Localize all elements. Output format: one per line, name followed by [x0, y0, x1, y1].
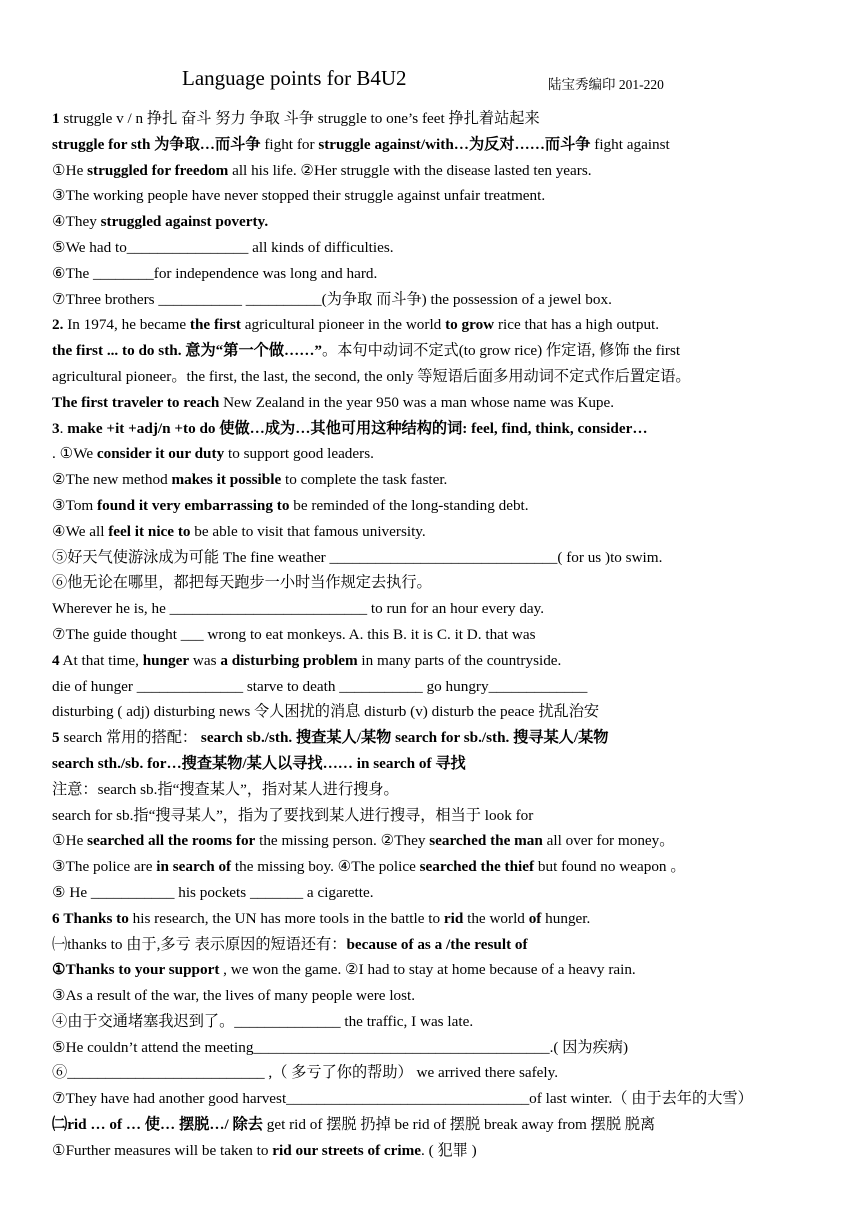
- text-line: [52, 132, 822, 158]
- bold-text: the first: [189, 316, 241, 334]
- text-segment: ⑤好天气使游泳成为可能 The fine weather ______________________________( for us )to swim.: [52, 548, 663, 566]
- text-segment: 。本句中动词不定式(to grow rice) 作定语, 修饰 the first: [322, 342, 681, 360]
- text-segment: was: [189, 651, 221, 669]
- text-segment: In 1974, he became: [63, 316, 190, 334]
- bold-text: The first traveler to reach: [52, 393, 220, 411]
- bold-text: make +it +adj/n +to do 使做…成为…其他可用这种结构的词: feel, find, think, consider…: [67, 419, 648, 437]
- text-segment: ①Further measures will be taken to: [52, 1141, 273, 1159]
- text-segment: , we won the game. ②I had to stay at home because of a heavy rain.: [219, 961, 636, 979]
- text-line: [52, 906, 822, 932]
- text-line: [52, 106, 822, 132]
- text-segment: die of hunger ______________ starve to death ___________ go hungry_____________: [52, 677, 588, 695]
- text-segment: ⑥The ________for independence was long and hard.: [52, 264, 378, 282]
- bold-text: searched the thief: [419, 858, 535, 876]
- text-line: [52, 338, 822, 364]
- text-segment: ⑥他无论在哪里，都把每天跑步一小时当作规定去执行。: [52, 574, 432, 592]
- bold-text: hunger: [142, 651, 190, 669]
- text-line: [52, 390, 822, 416]
- text-line: [52, 803, 822, 829]
- text-line: [52, 467, 822, 493]
- text-segment: ①He: [52, 161, 88, 179]
- text-line: [52, 183, 822, 209]
- text-segment: Wherever he is, he __________________________ to run for an hour every day.: [52, 600, 545, 618]
- text-segment: fight for: [260, 135, 319, 153]
- text-line: [52, 957, 822, 983]
- text-line: [52, 158, 822, 184]
- text-segment: ⑤We had to________________ all kinds of difficulties.: [52, 238, 394, 256]
- text-line: [52, 261, 822, 287]
- text-segment: agricultural pioneer in the world: [240, 316, 446, 334]
- text-segment: ①He: [52, 832, 88, 850]
- bold-text: consider it our duty: [96, 445, 225, 463]
- text-line: [52, 1009, 822, 1035]
- bold-text: found it very embarrassing to: [97, 496, 290, 514]
- bold-text: searched all the rooms for: [87, 832, 256, 850]
- bold-text: struggle for sth 为争取…而斗争: [52, 135, 261, 153]
- bold-text: to grow: [445, 316, 495, 334]
- bold-text: struggled for freedom: [87, 161, 229, 179]
- text-line: [52, 751, 822, 777]
- bold-text: the first ... to do sth. 意为“第一个做……”: [52, 342, 322, 360]
- text-line: [52, 777, 822, 803]
- bold-text: because of as a /the result of: [346, 935, 528, 953]
- text-segment: New Zealand in the year 950 was a man whose name was Kupe.: [219, 393, 615, 411]
- text-segment: ⑦Three brothers ___________ __________(为争取 而斗争) the possession of a jewel box.: [52, 290, 612, 308]
- text-segment: the missing boy. ④The police: [231, 858, 420, 876]
- text-segment: ⑦They have had another good harvest________________________________of last winter.（ 由于去年的大雪）: [52, 1090, 753, 1108]
- document-title: Language points for B4U2: [182, 66, 407, 90]
- text-line: [52, 622, 822, 648]
- text-line: [52, 493, 822, 519]
- document-body: [52, 106, 822, 1164]
- text-segment: be able to visit that famous university.: [190, 522, 426, 540]
- text-segment: 注意：search sb.指“搜查某人”，指对某人进行搜身。: [52, 780, 399, 798]
- bold-text: 1: [52, 110, 60, 127]
- bold-text: 3: [52, 419, 60, 437]
- text-line: [52, 854, 822, 880]
- text-segment: . ( 犯罪 ): [421, 1141, 477, 1159]
- text-line: [52, 828, 822, 854]
- text-segment: ③The working people have never stopped their struggle against unfair treatment.: [52, 187, 546, 205]
- text-segment: to complete the task faster.: [281, 471, 448, 489]
- text-segment: ④They: [52, 213, 101, 231]
- text-line: [52, 545, 822, 571]
- bold-text: search sb./sth. 搜查某人/某物 search for sb./sth. 搜寻某人/某物: [200, 729, 609, 747]
- text-line: [52, 674, 822, 700]
- text-segment: but found no weapon 。: [534, 858, 686, 876]
- text-segment: agricultural pioneer。the first, the last, the second, the only 等短语后面多用动词不定式作后置定语。: [52, 367, 691, 385]
- text-segment: ㈠thanks to 由于,多亏 表示原因的短语还有：: [52, 935, 347, 953]
- text-segment: to support good leaders.: [224, 445, 374, 463]
- text-segment: search 常用的搭配：: [59, 729, 201, 747]
- text-segment: in many parts of the countryside.: [357, 651, 562, 669]
- bold-text: 4: [52, 651, 60, 669]
- bold-text: struggled against poverty.: [100, 213, 269, 231]
- bold-text: struggle against/with…为反对……而斗争: [318, 135, 591, 153]
- bold-text: 6: [52, 909, 60, 927]
- text-segment: ③Tom: [52, 496, 98, 514]
- text-line: [52, 364, 822, 390]
- text-segment: the missing person. ②They: [255, 832, 430, 850]
- bold-text: search sth./sb. for…搜查某物/某人以寻找…… in search of 寻找: [52, 754, 466, 772]
- bold-text: Thanks to: [63, 909, 129, 927]
- text-line: [52, 287, 822, 313]
- bold-text: makes it possible: [171, 471, 282, 489]
- text-line: [52, 1086, 822, 1112]
- bold-text: 2.: [52, 316, 64, 334]
- bold-text: of: [528, 909, 542, 927]
- text-line: [52, 1035, 822, 1061]
- text-segment: ③As a result of the war, the lives of many people were lost.: [52, 987, 416, 1005]
- text-segment: hunger.: [541, 909, 591, 927]
- bold-text: rid: [443, 909, 464, 927]
- text-segment: ③The police are: [52, 858, 157, 876]
- text-line: [52, 596, 822, 622]
- text-line: [52, 441, 822, 467]
- text-line: [52, 648, 822, 674]
- text-line: [52, 235, 822, 261]
- text-segment: rice that has a high output.: [494, 316, 660, 334]
- text-segment: ④由于交通堵塞我迟到了。______________ the traffic, I was late.: [52, 1012, 474, 1030]
- text-segment: be reminded of the long-standing debt.: [289, 496, 529, 514]
- text-segment: ⑤He couldn’t attend the meeting_______________________________________.( 因为疾病): [52, 1038, 629, 1056]
- text-line: [52, 1060, 822, 1086]
- text-segment: ⑥__________________________ ,（ 多亏了你的帮助） we arrived there safely.: [52, 1064, 559, 1082]
- text-line: [52, 570, 822, 596]
- text-line: [52, 519, 822, 545]
- text-line: [52, 209, 822, 235]
- text-segment: get rid of 摆脱 扔掉 be rid of 摆脱 break away from 摆脱 脱离: [262, 1116, 656, 1134]
- text-line: [52, 983, 822, 1009]
- bold-text: in search of: [156, 858, 232, 876]
- text-segment: ②The new method: [52, 471, 172, 489]
- bold-text: 5: [52, 729, 60, 747]
- text-segment: all his life. ②Her struggle with the disease lasted ten years.: [228, 161, 592, 179]
- text-segment: struggle v / n 挣扎 奋斗 努力 争取 斗争 struggle to one’s feet 挣扎着站起来: [59, 110, 540, 127]
- text-line: [52, 880, 822, 906]
- bold-text: a disturbing problem: [220, 651, 358, 669]
- bold-text: ①Thanks to your support: [52, 961, 220, 979]
- text-segment: fight against: [590, 135, 670, 153]
- bold-text: searched the man: [429, 832, 543, 850]
- text-line: [52, 699, 822, 725]
- text-segment: the world: [463, 909, 529, 927]
- text-line: [52, 1112, 822, 1138]
- text-segment: disturbing ( adj) disturbing news 令人困扰的消息 disturb (v) disturb the peace 扰乱治安: [52, 703, 600, 721]
- text-line: [52, 932, 822, 958]
- text-segment: his research, the UN has more tools in the battle to: [128, 909, 444, 927]
- bold-text: rid our streets of crime: [272, 1141, 422, 1159]
- text-line: [52, 725, 822, 751]
- text-line: [52, 312, 822, 338]
- text-segment: ⑦The guide thought ___ wrong to eat monkeys. A. this B. it is C. it D. that was: [52, 625, 536, 643]
- bold-text: feel it nice to: [108, 522, 191, 540]
- text-segment: . ①We: [52, 445, 97, 463]
- text-segment: At that time,: [59, 651, 143, 669]
- text-segment: all over for money。: [542, 832, 675, 850]
- text-segment: .: [59, 419, 68, 437]
- text-line: [52, 416, 822, 442]
- bold-text: ㈡rid … of … 使… 摆脱…/ 除去: [52, 1116, 263, 1134]
- text-line: [52, 1138, 822, 1164]
- document-subtitle: 陆宝秀编印 201-220: [548, 77, 664, 92]
- text-segment: ⑤ He ___________ his pockets _______ a cigarette.: [52, 883, 374, 901]
- text-segment: search for sb.指“搜寻某人”，指为了要找到某人进行搜寻，相当于 look for: [52, 806, 534, 824]
- text-segment: ④We all: [52, 522, 109, 540]
